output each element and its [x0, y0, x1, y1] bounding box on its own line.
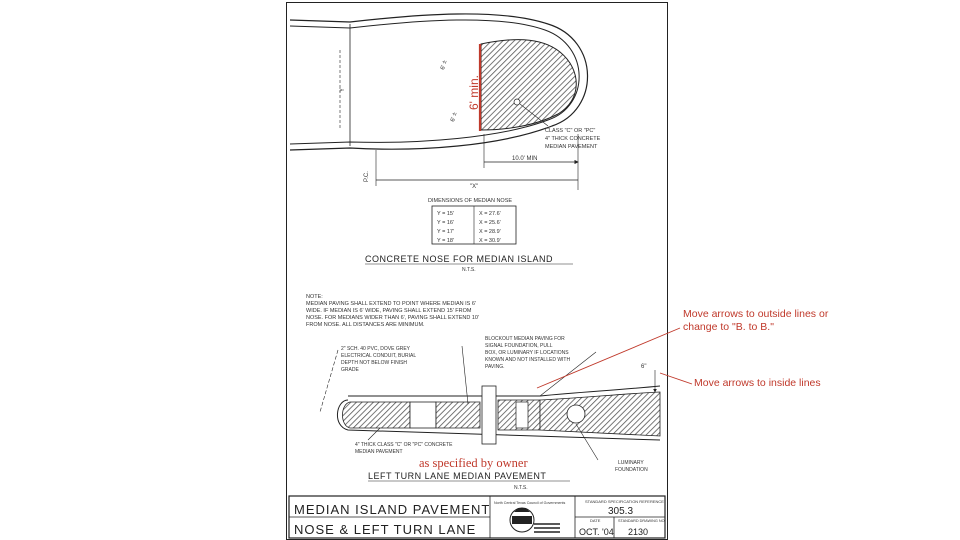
conduit-note: ELECTRICAL CONDUIT, BURIAL [341, 353, 417, 359]
drawing-no: 2130 [628, 527, 649, 537]
dim-top-left: 6' ± [440, 59, 449, 71]
luminary-note: LUMINARY [618, 460, 644, 466]
conduit-note: 2" SCH. 40 PVC, DOVE GREY [341, 346, 411, 352]
table-cell: Y = 15' [437, 211, 455, 217]
table-cell: X = 30.9' [479, 238, 501, 244]
median-nose-plan [290, 14, 588, 190]
note-line: WIDE. IF MEDIAN IS 6' WIDE, PAVING SHALL EXTEND 15' FROM [306, 308, 472, 314]
luminary-note: FOUNDATION [615, 467, 648, 473]
class-note-2: 4" THICK CONCRETE [545, 136, 601, 142]
dim-table-title: DIMENSIONS OF MEDIAN NOSE [428, 198, 513, 204]
note-line: FROM NOSE. ALL DISTANCES ARE MINIMUM. [306, 322, 425, 328]
title-line2: NOSE & LEFT TURN LANE [294, 522, 477, 537]
blockout-note: SIGNAL FOUNDATION, PULL [485, 343, 553, 349]
blockout-note: PAVING. [485, 364, 505, 370]
table-cell: Y = 18' [437, 238, 455, 244]
table-cell: X = 25.6' [479, 220, 501, 226]
section2-scale: N.T.S. [514, 485, 528, 491]
comment-inside-lines: Move arrows to inside lines [694, 377, 821, 389]
comment-specified-by-owner: as specified by owner [419, 456, 528, 470]
note-line: MEDIAN PAVING SHALL EXTEND TO POINT WHERE MEDIAN IS 6' [306, 301, 476, 307]
ten-min-label: 10.0' MIN [512, 156, 538, 162]
section1-scale: N.T.S. [462, 267, 476, 273]
spec-ref-label: STANDARD SPECIFICATION REFERENCE [585, 499, 664, 504]
table-cell: Y = 16' [437, 220, 455, 226]
x-dim-label: "X" [470, 184, 479, 190]
note-title: NOTE: [306, 294, 323, 300]
drawing-no-label: STANDARD DRAWING NO. [618, 519, 666, 523]
spec-ref: 305.3 [608, 506, 634, 517]
conduit-note: DEPTH NOT BELOW FINISH [341, 360, 408, 366]
table-cell: X = 27.6' [479, 211, 501, 217]
six-min-label: 6' min. [467, 75, 481, 110]
blockout-note: BLOCKOUT MEDIAN PAVING FOR [485, 336, 565, 342]
table-cell: X = 28.9' [479, 229, 501, 235]
title-line1: MEDIAN ISLAND PAVEMENT [294, 502, 491, 517]
section2-title: LEFT TURN LANE MEDIAN PAVEMENT [368, 471, 547, 481]
blockout-note: KNOWN AND NOT INSTALLED WITH [485, 357, 571, 363]
conduit-note: GRADE [341, 367, 359, 373]
blockout-note: BOX, OR LUMINARY IF LOCATIONS [485, 350, 569, 356]
pc-label: P.C. [364, 171, 370, 182]
date-value: OCT. '04 [579, 527, 614, 537]
dim-y-label: Y [340, 87, 346, 92]
council-name: North Central Texas Council of Governments [494, 501, 566, 505]
class-note-3: MEDIAN PAVEMENT [545, 144, 598, 150]
section1-title: CONCRETE NOSE FOR MEDIAN ISLAND [365, 254, 554, 264]
six-inch-label: 6" [641, 364, 647, 370]
date-label: DATE [590, 518, 601, 523]
class-note2: MEDIAN PAVEMENT [355, 449, 403, 455]
comment-outside-lines: Move arrows to outside lines or change to "B. to B." [683, 308, 829, 333]
callout-line-2 [660, 373, 692, 384]
class-note-1: CLASS "C" OR "PC" [545, 128, 596, 134]
note-line: NOSE. FOR MEDIANS WIDER THAN 6', PAVING SHALL EXTEND 10' [306, 315, 480, 321]
table-cell: Y = 17' [437, 229, 455, 235]
dim-bottom-left: 6' ± [450, 111, 459, 123]
class-note2: 4" THICK CLASS "C" OR "PC" CONCRETE [355, 442, 453, 448]
